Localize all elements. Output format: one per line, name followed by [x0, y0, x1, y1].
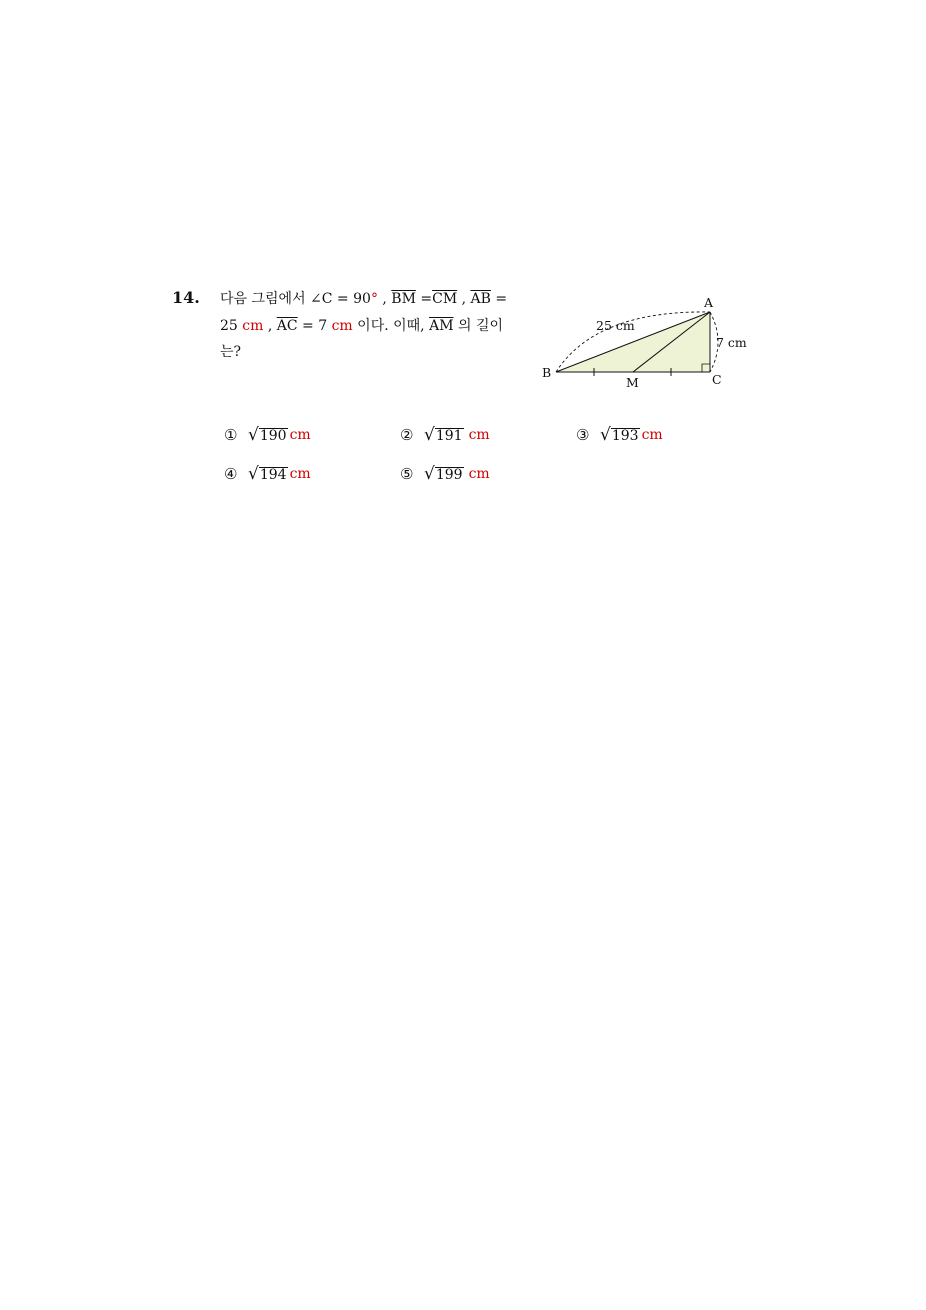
- degree-symbol: °: [370, 291, 378, 307]
- stem-text: ,: [377, 291, 392, 307]
- unit-cm: cm: [289, 466, 311, 482]
- choice-1[interactable]: [224, 426, 311, 444]
- ab-value: 25: [220, 317, 238, 334]
- radical-sign: √: [248, 425, 259, 445]
- stem-text: 이다. 이때,: [352, 317, 430, 334]
- radicand: 190: [259, 428, 287, 444]
- choice-marker: ④: [224, 465, 238, 483]
- square-root: [424, 426, 464, 444]
- question-number: 14.: [172, 288, 200, 307]
- segment-am: $\overline{AM}$: [429, 317, 454, 334]
- radical-sign: √: [424, 464, 435, 484]
- radicand: 191: [435, 428, 463, 444]
- choice-marker: ⑤: [400, 465, 414, 483]
- choice-3[interactable]: [576, 426, 663, 444]
- triangle-diagram: [536, 292, 750, 392]
- choice-marker: ②: [400, 426, 414, 444]
- radicand: 193: [611, 428, 639, 444]
- unit-cm: cm: [289, 427, 311, 443]
- point-label-m: M: [626, 375, 639, 390]
- radical-sign: √: [424, 425, 435, 445]
- stem-text: 다음 그림에서 ∠C = 90: [220, 291, 371, 307]
- choice-marker: ①: [224, 426, 238, 444]
- choice-5[interactable]: [400, 465, 490, 483]
- segment-bm: $\overline{BM}$: [391, 291, 416, 307]
- triangle-figure: [536, 292, 750, 392]
- unit-cm: cm: [242, 317, 264, 334]
- radical-sign: √: [600, 425, 611, 445]
- stem-text: =: [490, 291, 508, 307]
- question-stem: [220, 286, 525, 366]
- length-label-ac: 7 cm: [716, 335, 747, 350]
- segment-ac: $\overline{AC}$: [276, 317, 298, 334]
- length-label-ab: 25 cm: [596, 318, 635, 333]
- square-root: [600, 426, 640, 444]
- square-root: [248, 426, 288, 444]
- radicand: 194: [259, 467, 287, 483]
- vertex-label-b: B: [542, 365, 552, 380]
- stem-line-3: 는?: [220, 344, 242, 360]
- square-root: [248, 465, 288, 483]
- radical-sign: √: [248, 464, 259, 484]
- stem-line-1: [220, 286, 525, 313]
- square-root: [424, 465, 464, 483]
- vertex-label-a: A: [704, 295, 714, 310]
- unit-cm: cm: [641, 427, 663, 443]
- segment-ab: $\overline{AB}$: [470, 291, 491, 307]
- choice-4[interactable]: [224, 465, 311, 483]
- stem-text: 의 길이: [453, 317, 504, 334]
- radicand: 199: [435, 467, 463, 483]
- stem-text: ,: [457, 291, 471, 307]
- stem-text: ,: [263, 317, 277, 334]
- stem-line-2: [220, 313, 525, 340]
- stem-text: = 7: [297, 317, 332, 334]
- vertex-label-c: C: [712, 372, 722, 387]
- unit-cm: cm: [331, 317, 353, 334]
- choice-2[interactable]: [400, 426, 490, 444]
- choice-marker: ③: [576, 426, 590, 444]
- segment-cm: $\overline{CM}$: [432, 291, 458, 307]
- unit-cm: cm: [468, 466, 490, 482]
- stem-text: =: [415, 291, 433, 307]
- unit-cm: cm: [468, 427, 490, 443]
